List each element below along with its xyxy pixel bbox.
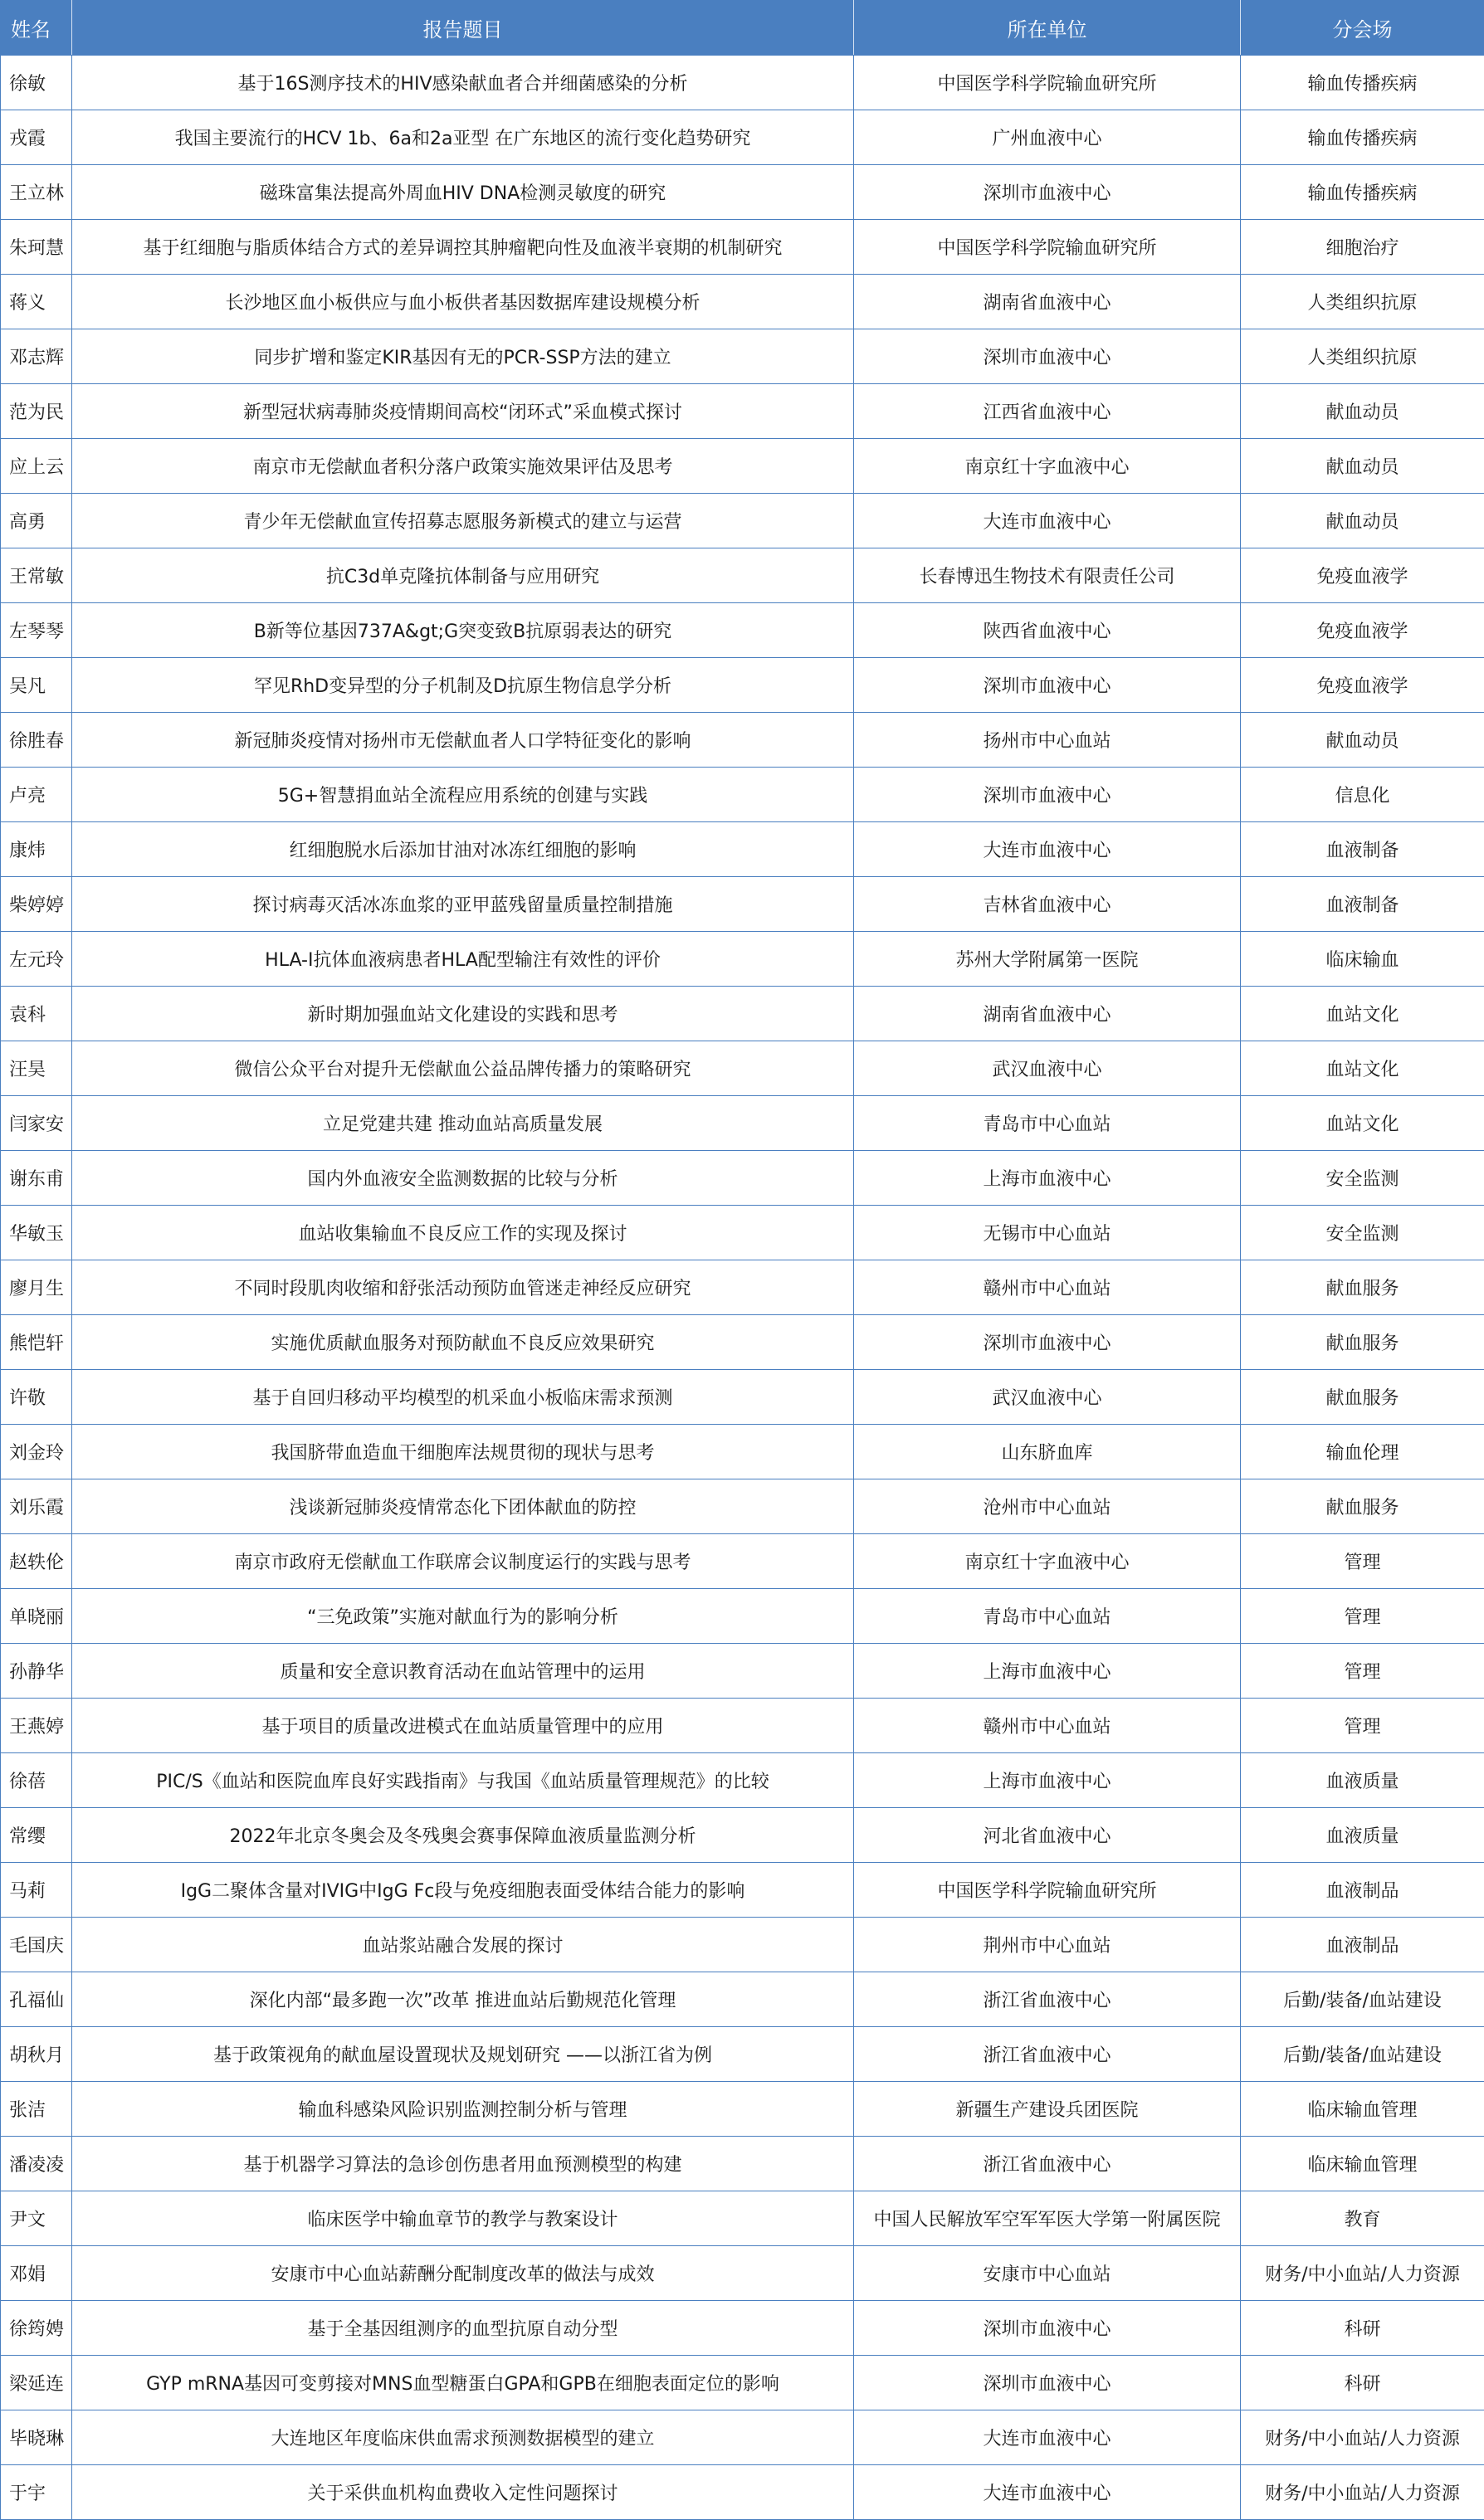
cell-unit: 江西省血液中心 bbox=[854, 384, 1241, 439]
cell-name: 尹文 bbox=[1, 2191, 72, 2246]
table-row bbox=[1, 822, 1484, 877]
cell-session: 临床输血 bbox=[1241, 932, 1484, 987]
table-row bbox=[1, 2301, 1484, 2356]
cell-title: 基于16S测序技术的HIV感染献血者合并细菌感染的分析 bbox=[72, 56, 854, 110]
table-row bbox=[1, 1096, 1484, 1151]
cell-session: 管理 bbox=[1241, 1589, 1484, 1644]
cell-title: 2022年北京冬奥会及冬残奥会赛事保障血液质量监测分析 bbox=[72, 1808, 854, 1863]
cell-unit: 深圳市血液中心 bbox=[854, 1315, 1241, 1370]
cell-session: 后勤/装备/血站建设 bbox=[1241, 1972, 1484, 2027]
cell-session: 输血伦理 bbox=[1241, 1425, 1484, 1479]
cell-name: 马莉 bbox=[1, 1863, 72, 1918]
cell-unit: 大连市血液中心 bbox=[854, 494, 1241, 548]
cell-title: 基于政策视角的献血屋设置现状及规划研究 ——以浙江省为例 bbox=[72, 2027, 854, 2082]
table-row bbox=[1, 877, 1484, 932]
cell-name: 潘凌凌 bbox=[1, 2137, 72, 2191]
cell-session: 临床输血管理 bbox=[1241, 2137, 1484, 2191]
table-row bbox=[1, 384, 1484, 439]
cell-unit: 上海市血液中心 bbox=[854, 1151, 1241, 1206]
cell-session: 管理 bbox=[1241, 1699, 1484, 1753]
cell-name: 朱珂慧 bbox=[1, 220, 72, 275]
header-unit: 所在单位 bbox=[854, 1, 1241, 56]
cell-name: 邓志辉 bbox=[1, 329, 72, 384]
cell-session: 细胞治疗 bbox=[1241, 220, 1484, 275]
cell-name: 赵轶伦 bbox=[1, 1534, 72, 1589]
table-row bbox=[1, 439, 1484, 494]
cell-unit: 湖南省血液中心 bbox=[854, 987, 1241, 1041]
cell-title: B新等位基因737A&gt;G突变致B抗原弱表达的研究 bbox=[72, 603, 854, 658]
cell-name: 王燕婷 bbox=[1, 1699, 72, 1753]
cell-unit: 上海市血液中心 bbox=[854, 1753, 1241, 1808]
cell-name: 谢东甫 bbox=[1, 1151, 72, 1206]
cell-unit: 深圳市血液中心 bbox=[854, 2356, 1241, 2410]
cell-unit: 大连市血液中心 bbox=[854, 2465, 1241, 2520]
cell-name: 邓娟 bbox=[1, 2246, 72, 2301]
cell-name: 汪昊 bbox=[1, 1041, 72, 1096]
table-row bbox=[1, 2082, 1484, 2137]
cell-title: 大连地区年度临床供血需求预测数据模型的建立 bbox=[72, 2410, 854, 2465]
cell-title: 血站收集输血不良反应工作的实现及探讨 bbox=[72, 1206, 854, 1260]
cell-name: 范为民 bbox=[1, 384, 72, 439]
cell-unit: 南京红十字血液中心 bbox=[854, 439, 1241, 494]
cell-name: 蒋义 bbox=[1, 275, 72, 329]
cell-title: 深化内部“最多跑一次”改革 推进血站后勤规范化管理 bbox=[72, 1972, 854, 2027]
table-header bbox=[1, 1, 1484, 56]
cell-title: 立足党建共建 推动血站高质量发展 bbox=[72, 1096, 854, 1151]
cell-unit: 深圳市血液中心 bbox=[854, 329, 1241, 384]
cell-unit: 中国人民解放军空军军医大学第一附属医院 bbox=[854, 2191, 1241, 2246]
cell-session: 财务/中小血站/人力资源 bbox=[1241, 2410, 1484, 2465]
cell-session: 献血动员 bbox=[1241, 384, 1484, 439]
cell-unit: 深圳市血液中心 bbox=[854, 165, 1241, 220]
cell-session: 财务/中小血站/人力资源 bbox=[1241, 2246, 1484, 2301]
cell-name: 刘乐霞 bbox=[1, 1479, 72, 1534]
cell-name: 左琴琴 bbox=[1, 603, 72, 658]
cell-unit: 浙江省血液中心 bbox=[854, 1972, 1241, 2027]
cell-unit: 陕西省血液中心 bbox=[854, 603, 1241, 658]
cell-title: 5G+智慧捐血站全流程应用系统的创建与实践 bbox=[72, 768, 854, 822]
cell-name: 常缨 bbox=[1, 1808, 72, 1863]
table-row bbox=[1, 1972, 1484, 2027]
cell-session: 血站文化 bbox=[1241, 1096, 1484, 1151]
cell-unit: 浙江省血液中心 bbox=[854, 2137, 1241, 2191]
cell-session: 献血动员 bbox=[1241, 494, 1484, 548]
cell-unit: 新疆生产建设兵团医院 bbox=[854, 2082, 1241, 2137]
table-row bbox=[1, 1644, 1484, 1699]
cell-unit: 河北省血液中心 bbox=[854, 1808, 1241, 1863]
cell-title: 南京市无偿献血者积分落户政策实施效果评估及思考 bbox=[72, 439, 854, 494]
cell-title: PIC/S《血站和医院血库良好实践指南》与我国《血站质量管理规范》的比较 bbox=[72, 1753, 854, 1808]
cell-unit: 青岛市中心血站 bbox=[854, 1096, 1241, 1151]
table-row bbox=[1, 1699, 1484, 1753]
cell-session: 血液制品 bbox=[1241, 1918, 1484, 1972]
table-row bbox=[1, 548, 1484, 603]
header-title: 报告题目 bbox=[72, 1, 854, 56]
table-row bbox=[1, 1589, 1484, 1644]
table-row bbox=[1, 1534, 1484, 1589]
cell-title: 血站浆站融合发展的探讨 bbox=[72, 1918, 854, 1972]
cell-name: 于宇 bbox=[1, 2465, 72, 2520]
cell-unit: 南京红十字血液中心 bbox=[854, 1534, 1241, 1589]
cell-unit: 山东脐血库 bbox=[854, 1425, 1241, 1479]
table-row bbox=[1, 329, 1484, 384]
table-row bbox=[1, 165, 1484, 220]
cell-session: 人类组织抗原 bbox=[1241, 275, 1484, 329]
cell-name: 徐胜春 bbox=[1, 713, 72, 768]
cell-session: 输血传播疾病 bbox=[1241, 56, 1484, 110]
table-row bbox=[1, 2027, 1484, 2082]
cell-title: 临床医学中输血章节的教学与教案设计 bbox=[72, 2191, 854, 2246]
cell-title: 磁珠富集法提高外周血HIV DNA检测灵敏度的研究 bbox=[72, 165, 854, 220]
cell-session: 免疫血液学 bbox=[1241, 603, 1484, 658]
cell-session: 临床输血管理 bbox=[1241, 2082, 1484, 2137]
cell-name: 闫家安 bbox=[1, 1096, 72, 1151]
cell-unit: 广州血液中心 bbox=[854, 110, 1241, 165]
cell-unit: 苏州大学附属第一医院 bbox=[854, 932, 1241, 987]
cell-unit: 沧州市中心血站 bbox=[854, 1479, 1241, 1534]
cell-title: 浅谈新冠肺炎疫情常态化下团体献血的防控 bbox=[72, 1479, 854, 1534]
cell-session: 血站文化 bbox=[1241, 987, 1484, 1041]
cell-unit: 赣州市中心血站 bbox=[854, 1260, 1241, 1315]
table-row bbox=[1, 658, 1484, 713]
cell-name: 卢亮 bbox=[1, 768, 72, 822]
cell-name: 左元玲 bbox=[1, 932, 72, 987]
cell-session: 献血动员 bbox=[1241, 713, 1484, 768]
cell-name: 柴婷婷 bbox=[1, 877, 72, 932]
cell-title: HLA-I抗体血液病患者HLA配型输注有效性的评价 bbox=[72, 932, 854, 987]
cell-unit: 青岛市中心血站 bbox=[854, 1589, 1241, 1644]
cell-name: 徐敏 bbox=[1, 56, 72, 110]
table-row bbox=[1, 1918, 1484, 1972]
cell-name: 徐蓓 bbox=[1, 1753, 72, 1808]
cell-session: 教育 bbox=[1241, 2191, 1484, 2246]
cell-title: 国内外血液安全监测数据的比较与分析 bbox=[72, 1151, 854, 1206]
cell-title: 抗C3d单克隆抗体制备与应用研究 bbox=[72, 548, 854, 603]
cell-session: 人类组织抗原 bbox=[1241, 329, 1484, 384]
cell-name: 单晓丽 bbox=[1, 1589, 72, 1644]
header-session: 分会场 bbox=[1241, 1, 1484, 56]
table-row bbox=[1, 2465, 1484, 2520]
cell-title: 新时期加强血站文化建设的实践和思考 bbox=[72, 987, 854, 1041]
cell-unit: 浙江省血液中心 bbox=[854, 2027, 1241, 2082]
cell-name: 孔福仙 bbox=[1, 1972, 72, 2027]
cell-title: 长沙地区血小板供应与血小板供者基因数据库建设规模分析 bbox=[72, 275, 854, 329]
cell-session: 血站文化 bbox=[1241, 1041, 1484, 1096]
cell-name: 戎霞 bbox=[1, 110, 72, 165]
cell-session: 信息化 bbox=[1241, 768, 1484, 822]
table-row bbox=[1, 1151, 1484, 1206]
cell-title: 实施优质献血服务对预防献血不良反应效果研究 bbox=[72, 1315, 854, 1370]
cell-name: 王立林 bbox=[1, 165, 72, 220]
cell-unit: 扬州市中心血站 bbox=[854, 713, 1241, 768]
cell-unit: 安康市中心血站 bbox=[854, 2246, 1241, 2301]
table-row bbox=[1, 1315, 1484, 1370]
cell-name: 华敏玉 bbox=[1, 1206, 72, 1260]
cell-name: 袁科 bbox=[1, 987, 72, 1041]
table-row bbox=[1, 275, 1484, 329]
cell-unit: 武汉血液中心 bbox=[854, 1041, 1241, 1096]
cell-session: 献血服务 bbox=[1241, 1479, 1484, 1534]
cell-title: 青少年无偿献血宣传招募志愿服务新模式的建立与运营 bbox=[72, 494, 854, 548]
cell-name: 孙静华 bbox=[1, 1644, 72, 1699]
cell-title: 我国主要流行的HCV 1b、6a和2a亚型 在广东地区的流行变化趋势研究 bbox=[72, 110, 854, 165]
cell-session: 献血服务 bbox=[1241, 1260, 1484, 1315]
header-row bbox=[1, 1, 1484, 56]
cell-title: 关于采供血机构血费收入定性问题探讨 bbox=[72, 2465, 854, 2520]
table-row bbox=[1, 2191, 1484, 2246]
cell-session: 免疫血液学 bbox=[1241, 658, 1484, 713]
cell-session: 管理 bbox=[1241, 1644, 1484, 1699]
cell-name: 刘金玲 bbox=[1, 1425, 72, 1479]
cell-title: 微信公众平台对提升无偿献血公益品牌传播力的策略研究 bbox=[72, 1041, 854, 1096]
table-row bbox=[1, 1370, 1484, 1425]
cell-session: 科研 bbox=[1241, 2356, 1484, 2410]
table-row bbox=[1, 2246, 1484, 2301]
cell-title: 红细胞脱水后添加甘油对冰冻红细胞的影响 bbox=[72, 822, 854, 877]
table-row bbox=[1, 2356, 1484, 2410]
cell-unit: 上海市血液中心 bbox=[854, 1644, 1241, 1699]
cell-title: 基于自回归移动平均模型的机采血小板临床需求预测 bbox=[72, 1370, 854, 1425]
cell-unit: 中国医学科学院输血研究所 bbox=[854, 1863, 1241, 1918]
cell-name: 高勇 bbox=[1, 494, 72, 548]
cell-name: 梁延连 bbox=[1, 2356, 72, 2410]
table-row bbox=[1, 713, 1484, 768]
cell-title: 质量和安全意识教育活动在血站管理中的运用 bbox=[72, 1644, 854, 1699]
cell-session: 献血动员 bbox=[1241, 439, 1484, 494]
table-body bbox=[1, 56, 1484, 2520]
cell-title: 基于项目的质量改进模式在血站质量管理中的应用 bbox=[72, 1699, 854, 1753]
cell-session: 输血传播疾病 bbox=[1241, 110, 1484, 165]
cell-unit: 赣州市中心血站 bbox=[854, 1699, 1241, 1753]
cell-title: “三免政策”实施对献血行为的影响分析 bbox=[72, 1589, 854, 1644]
cell-name: 吴凡 bbox=[1, 658, 72, 713]
table-row bbox=[1, 768, 1484, 822]
cell-unit: 深圳市血液中心 bbox=[854, 2301, 1241, 2356]
cell-name: 胡秋月 bbox=[1, 2027, 72, 2082]
cell-name: 毕晓琳 bbox=[1, 2410, 72, 2465]
cell-unit: 无锡市中心血站 bbox=[854, 1206, 1241, 1260]
cell-session: 献血服务 bbox=[1241, 1370, 1484, 1425]
cell-name: 张洁 bbox=[1, 2082, 72, 2137]
table-row bbox=[1, 220, 1484, 275]
cell-session: 血液制备 bbox=[1241, 877, 1484, 932]
cell-name: 许敬 bbox=[1, 1370, 72, 1425]
table-row bbox=[1, 1753, 1484, 1808]
cell-title: 新冠肺炎疫情对扬州市无偿献血者人口学特征变化的影响 bbox=[72, 713, 854, 768]
cell-title: 基于红细胞与脂质体结合方式的差异调控其肿瘤靶向性及血液半衰期的机制研究 bbox=[72, 220, 854, 275]
cell-title: 新型冠状病毒肺炎疫情期间高校“闭环式”采血模式探讨 bbox=[72, 384, 854, 439]
cell-unit: 吉林省血液中心 bbox=[854, 877, 1241, 932]
cell-title: 我国脐带血造血干细胞库法规贯彻的现状与思考 bbox=[72, 1425, 854, 1479]
table-row bbox=[1, 2137, 1484, 2191]
table-row bbox=[1, 1863, 1484, 1918]
cell-title: 罕见RhD变异型的分子机制及D抗原生物信息学分析 bbox=[72, 658, 854, 713]
table-row bbox=[1, 1041, 1484, 1096]
table-row bbox=[1, 603, 1484, 658]
cell-title: IgG二聚体含量对IVIG中IgG Fc段与免疫细胞表面受体结合能力的影响 bbox=[72, 1863, 854, 1918]
cell-title: 同步扩增和鉴定KIR基因有无的PCR-SSP方法的建立 bbox=[72, 329, 854, 384]
cell-session: 管理 bbox=[1241, 1534, 1484, 1589]
cell-unit: 深圳市血液中心 bbox=[854, 768, 1241, 822]
table-row bbox=[1, 1479, 1484, 1534]
cell-unit: 深圳市血液中心 bbox=[854, 658, 1241, 713]
cell-title: 不同时段肌肉收缩和舒张活动预防血管迷走神经反应研究 bbox=[72, 1260, 854, 1315]
cell-title: 基于机器学习算法的急诊创伤患者用血预测模型的构建 bbox=[72, 2137, 854, 2191]
cell-unit: 武汉血液中心 bbox=[854, 1370, 1241, 1425]
cell-name: 应上云 bbox=[1, 439, 72, 494]
cell-unit: 湖南省血液中心 bbox=[854, 275, 1241, 329]
cell-name: 熊恺轩 bbox=[1, 1315, 72, 1370]
cell-session: 输血传播疾病 bbox=[1241, 165, 1484, 220]
table-row bbox=[1, 1260, 1484, 1315]
table-row bbox=[1, 987, 1484, 1041]
cell-session: 免疫血液学 bbox=[1241, 548, 1484, 603]
cell-unit: 中国医学科学院输血研究所 bbox=[854, 220, 1241, 275]
cell-title: 输血科感染风险识别监测控制分析与管理 bbox=[72, 2082, 854, 2137]
table-row bbox=[1, 494, 1484, 548]
cell-title: 南京市政府无偿献血工作联席会议制度运行的实践与思考 bbox=[72, 1534, 854, 1589]
cell-title: GYP mRNA基因可变剪接对MNS血型糖蛋白GPA和GPB在细胞表面定位的影响 bbox=[72, 2356, 854, 2410]
table-row bbox=[1, 2410, 1484, 2465]
cell-unit: 荆州市中心血站 bbox=[854, 1918, 1241, 1972]
cell-session: 血液质量 bbox=[1241, 1808, 1484, 1863]
cell-session: 血液质量 bbox=[1241, 1753, 1484, 1808]
cell-unit: 大连市血液中心 bbox=[854, 2410, 1241, 2465]
cell-session: 后勤/装备/血站建设 bbox=[1241, 2027, 1484, 2082]
cell-session: 安全监测 bbox=[1241, 1206, 1484, 1260]
cell-title: 基于全基因组测序的血型抗原自动分型 bbox=[72, 2301, 854, 2356]
cell-session: 安全监测 bbox=[1241, 1151, 1484, 1206]
cell-session: 献血服务 bbox=[1241, 1315, 1484, 1370]
table-row bbox=[1, 56, 1484, 110]
table-row bbox=[1, 110, 1484, 165]
cell-name: 王常敏 bbox=[1, 548, 72, 603]
cell-name: 廖月生 bbox=[1, 1260, 72, 1315]
cell-name: 徐筠娉 bbox=[1, 2301, 72, 2356]
cell-title: 探讨病毒灭活冰冻血浆的亚甲蓝残留量质量控制措施 bbox=[72, 877, 854, 932]
cell-unit: 大连市血液中心 bbox=[854, 822, 1241, 877]
cell-title: 安康市中心血站薪酬分配制度改革的做法与成效 bbox=[72, 2246, 854, 2301]
table-row bbox=[1, 932, 1484, 987]
table-row bbox=[1, 1425, 1484, 1479]
cell-unit: 中国医学科学院输血研究所 bbox=[854, 56, 1241, 110]
cell-session: 血液制备 bbox=[1241, 822, 1484, 877]
cell-session: 财务/中小血站/人力资源 bbox=[1241, 2465, 1484, 2520]
cell-name: 康炜 bbox=[1, 822, 72, 877]
cell-name: 毛国庆 bbox=[1, 1918, 72, 1972]
table-row bbox=[1, 1808, 1484, 1863]
table-row bbox=[1, 1206, 1484, 1260]
cell-session: 科研 bbox=[1241, 2301, 1484, 2356]
cell-session: 血液制品 bbox=[1241, 1863, 1484, 1918]
cell-unit: 长春博迅生物技术有限责任公司 bbox=[854, 548, 1241, 603]
header-name: 姓名 bbox=[1, 1, 72, 56]
